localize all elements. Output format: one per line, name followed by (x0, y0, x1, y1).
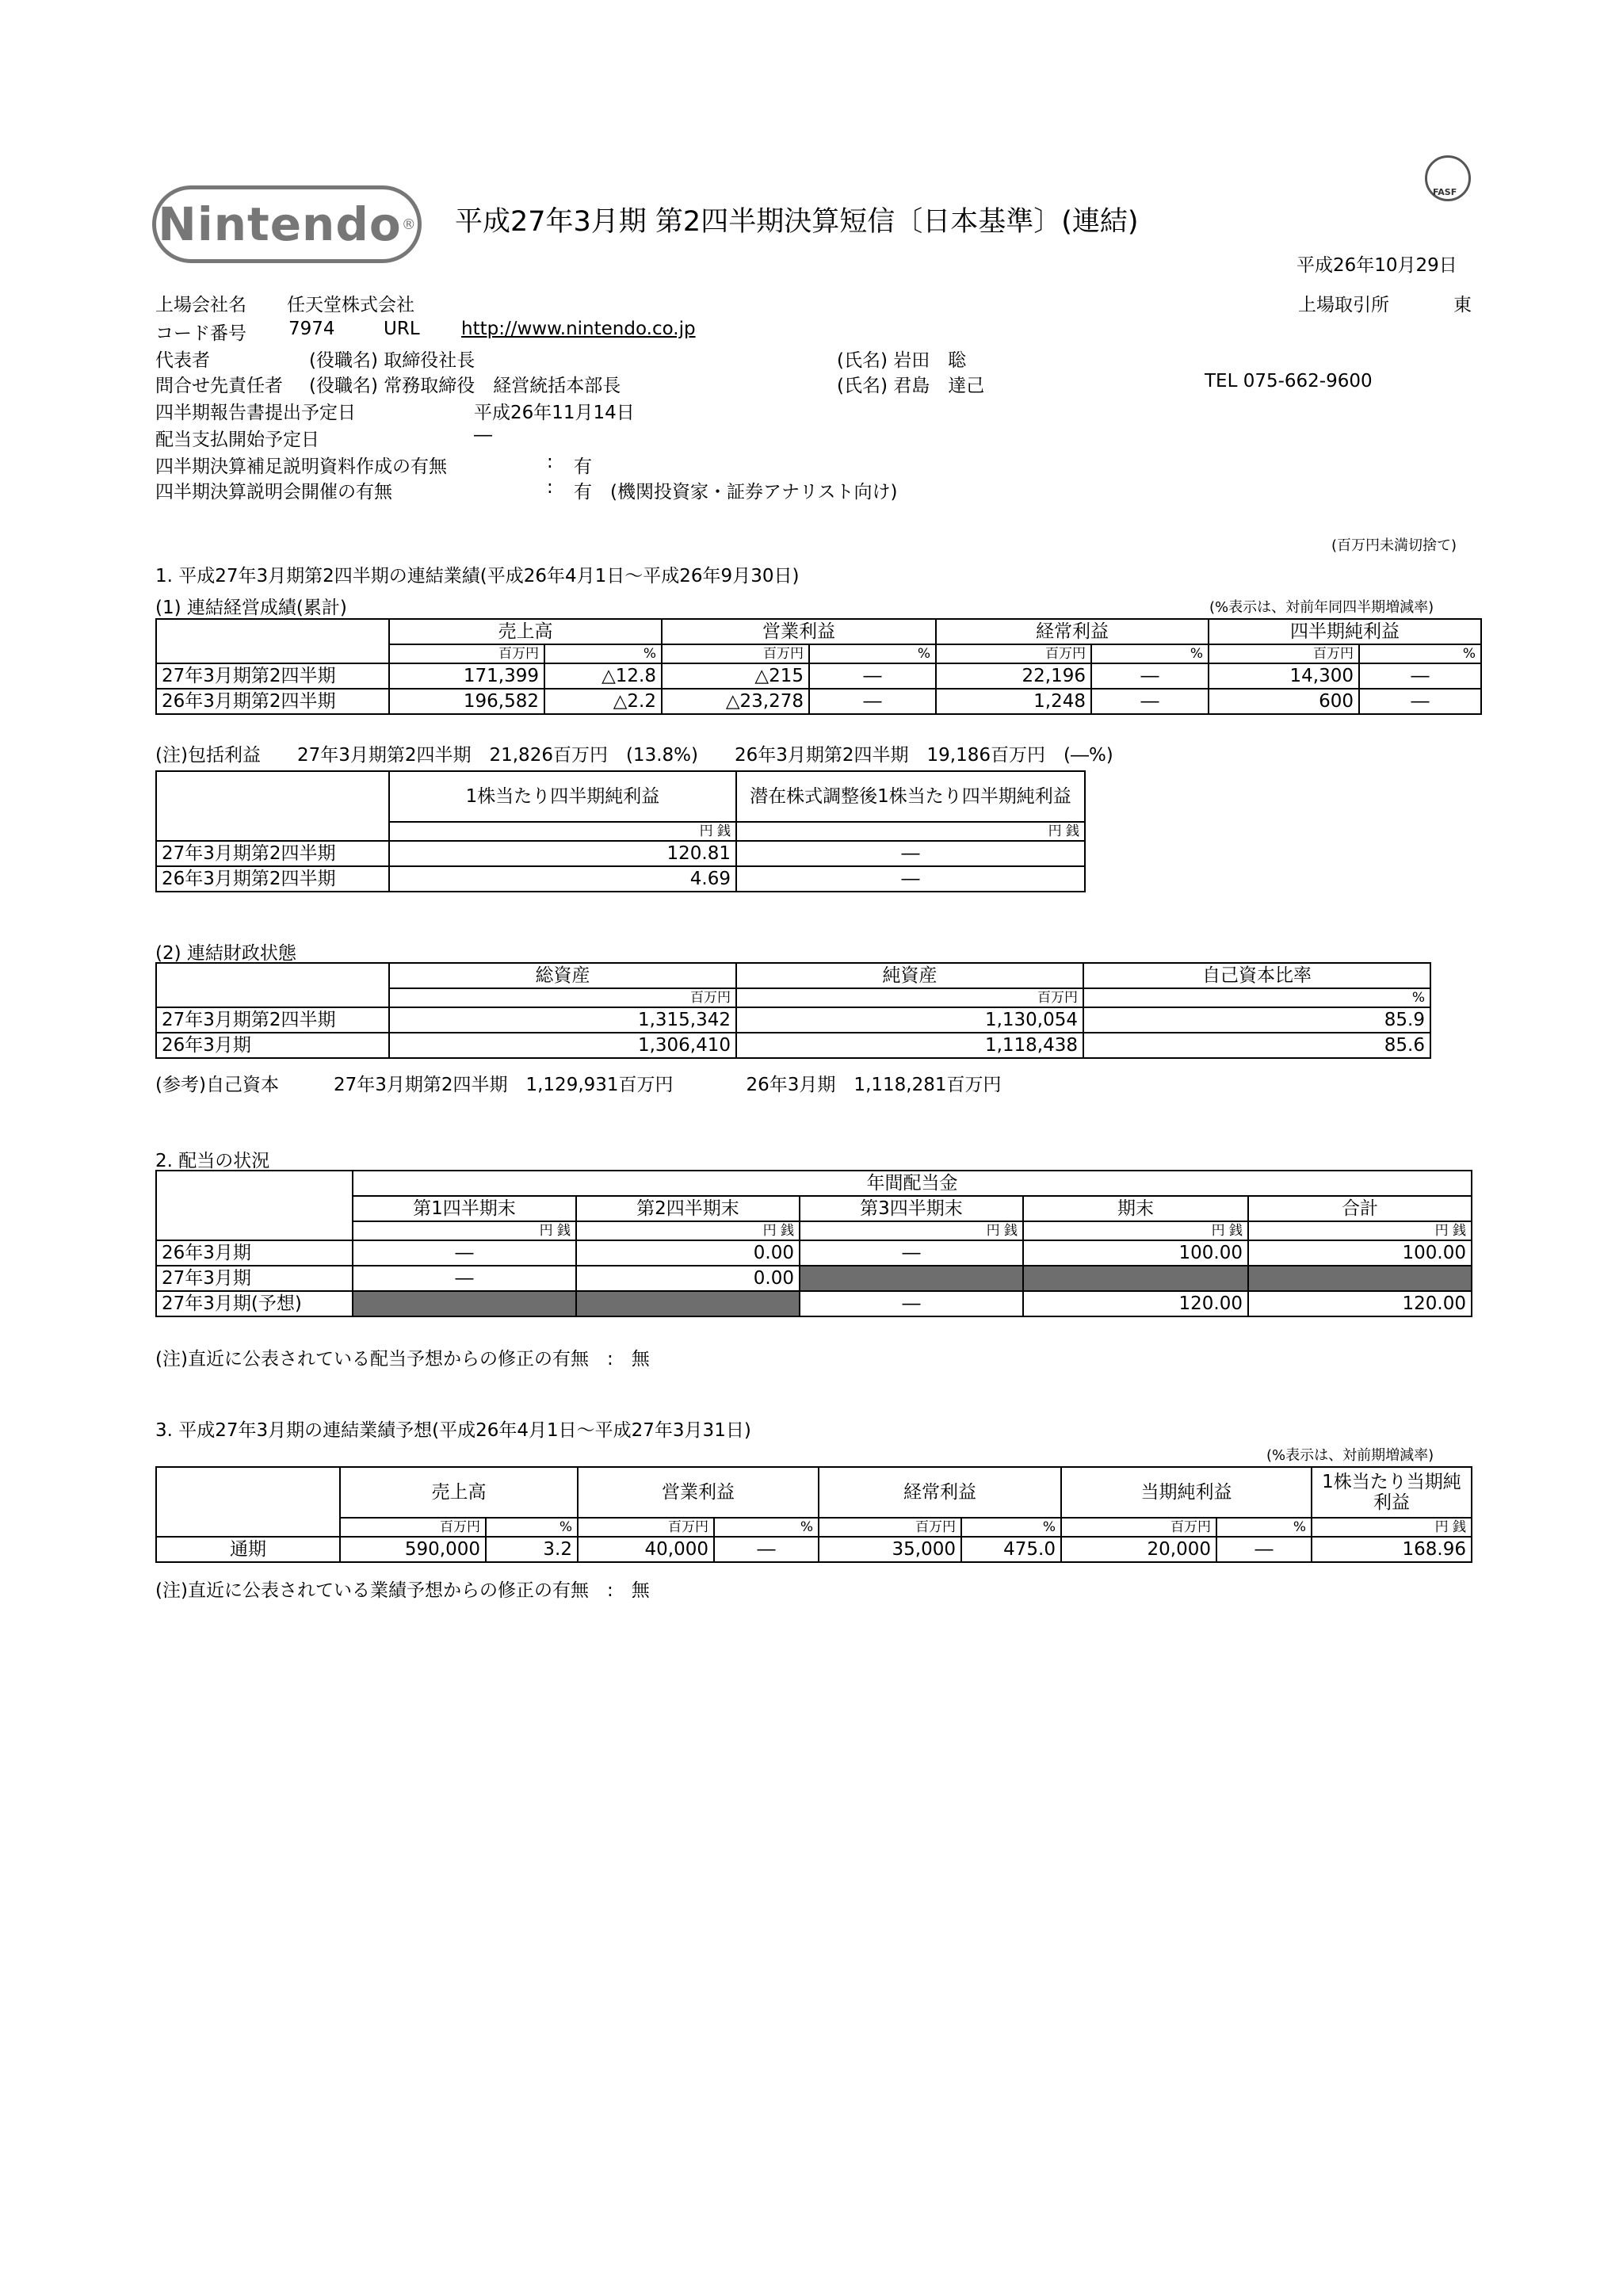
unit-yen: 円 銭 (1248, 1221, 1472, 1240)
table-header-row (156, 619, 1481, 644)
table-row (156, 1033, 1430, 1058)
eps-table (155, 770, 1086, 892)
representative-label: 代表者 (155, 350, 210, 371)
code-value: 7974 (288, 319, 335, 339)
cell-value: 40,000 (578, 1537, 714, 1562)
header-net-income: 四半期純利益 (1209, 619, 1481, 644)
unit-amount: 百万円 (1061, 1518, 1216, 1537)
header-operating-income: 営業利益 (578, 1467, 819, 1518)
equity-note: (参考)自己資本 27年3月期第2四半期 1,129,931百万円 26年3月期 1,118,281百万円 (155, 1075, 1002, 1095)
cell-value: ― (1091, 689, 1209, 714)
section3-title: 3. 平成27年3月期の連結業績予想(平成26年4月1日～平成27年3月31日) (155, 1420, 751, 1441)
cell-value: ― (809, 663, 936, 689)
dividends-table (155, 1170, 1472, 1317)
cell-value: 100.00 (1248, 1240, 1472, 1266)
unit-amount: 百万円 (389, 644, 544, 663)
cell-value: ― (1091, 663, 1209, 689)
header-net-assets: 純資産 (736, 963, 1083, 988)
unit-amount: 百万円 (578, 1518, 714, 1537)
company-name: 任天堂株式会社 (287, 295, 414, 315)
unit-pct: % (809, 644, 936, 663)
url-link[interactable]: http://www.nintendo.co.jp (461, 319, 696, 339)
cell-value: 1,315,342 (389, 1007, 736, 1033)
unit-pct: % (544, 644, 662, 663)
unit-yen: 円 銭 (736, 822, 1085, 841)
shaded-cell (1023, 1266, 1248, 1291)
cell-value: 120.00 (1023, 1291, 1248, 1316)
table-header-row (156, 963, 1430, 988)
header-eps: 1株当たり四半期純利益 (389, 771, 736, 822)
cell-value: △12.8 (544, 663, 662, 689)
header-operating-income: 営業利益 (662, 619, 936, 644)
row-label: 27年3月期(予想) (156, 1291, 353, 1316)
fasf-seal-text: FASF (1433, 187, 1457, 197)
cell-value: 120.81 (389, 841, 736, 866)
report-date: 平成26年11月14日 (474, 403, 635, 423)
unit-row (156, 1221, 1472, 1240)
table-row (156, 663, 1481, 689)
cell-value: 0.00 (576, 1266, 800, 1291)
cell-value: 22,196 (936, 663, 1091, 689)
section1-sub2: (2) 連結財政状態 (155, 943, 296, 964)
document-title: 平成27年3月期 第2四半期決算短信〔日本基準〕(連結) (455, 206, 1139, 238)
document-date: 平成26年10月29日 (1296, 255, 1457, 276)
shaded-cell (576, 1291, 800, 1316)
representative-role: (役職名) 取締役社長 (309, 350, 475, 371)
unit-yen: 円 銭 (353, 1221, 576, 1240)
unit-amount: 百万円 (736, 988, 1083, 1007)
contact-tel: TEL 075-662-9600 (1205, 371, 1373, 392)
company-name-label: 上場会社名 (155, 295, 246, 315)
cell-value: △23,278 (662, 689, 809, 714)
unit-yen: 円 銭 (389, 822, 736, 841)
cell-value: ― (800, 1240, 1023, 1266)
unit-pct: % (1359, 644, 1481, 663)
unit-yen: 円 銭 (800, 1221, 1023, 1240)
unit-amount: 百万円 (1209, 644, 1359, 663)
cell-value: 35,000 (819, 1537, 961, 1562)
cell-value: 1,130,054 (736, 1007, 1083, 1033)
forecast-table (155, 1466, 1472, 1563)
row-label: 26年3月期 (156, 1240, 353, 1266)
header-eps: 1株当たり当期純利益 (1312, 1467, 1472, 1518)
unit-pct: % (1216, 1518, 1312, 1537)
unit-pct: % (714, 1518, 819, 1537)
url-label: URL (384, 319, 420, 339)
cell-value: 475.0 (961, 1537, 1061, 1562)
cell-value: 85.6 (1083, 1033, 1430, 1058)
section1-sub1: (1) 連結経営成績(累計) (155, 598, 347, 618)
cell-value: 590,000 (340, 1537, 486, 1562)
dividend-date-label: 配当支払開始予定日 (155, 430, 319, 450)
cell-value: 20,000 (1061, 1537, 1216, 1562)
cell-value: 14,300 (1209, 663, 1359, 689)
row-label: 26年3月期第2四半期 (156, 689, 389, 714)
cell-value: ― (714, 1537, 819, 1562)
nintendo-logo: Nintendo ® (152, 185, 422, 263)
briefing-colon: : (547, 477, 553, 498)
row-label: 26年3月期第2四半期 (156, 866, 389, 892)
row-label: 27年3月期第2四半期 (156, 663, 389, 689)
unit-yen: 円 銭 (576, 1221, 800, 1240)
header-sales: 売上高 (340, 1467, 578, 1518)
unit-row (156, 644, 1481, 663)
table-header-row (156, 1196, 1472, 1221)
exchange-label: 上場取引所 (1298, 295, 1389, 315)
header-net-income: 当期純利益 (1061, 1467, 1312, 1518)
unit-amount: 百万円 (340, 1518, 486, 1537)
logo-text: Nintendo (158, 197, 402, 251)
forecast-revision-note: (注)直近に公表されている業績予想からの修正の有無 : 無 (155, 1580, 650, 1601)
table-header-row (156, 1467, 1472, 1518)
unit-row (156, 822, 1085, 841)
cell-value: ― (353, 1240, 576, 1266)
cell-value: 100.00 (1023, 1240, 1248, 1266)
unit-pct: % (1091, 644, 1209, 663)
unit-pct: % (961, 1518, 1061, 1537)
cell-value: ― (800, 1291, 1023, 1316)
comprehensive-income-note: (注)包括利益 27年3月期第2四半期 21,826百万円 (13.8%) 26年3月期第2四半期 19,186百万円 (―%) (155, 745, 1113, 766)
cell-value: 1,306,410 (389, 1033, 736, 1058)
header-q1: 第1四半期末 (353, 1196, 576, 1221)
header-equity-ratio: 自己資本比率 (1083, 963, 1430, 988)
row-label: 通期 (156, 1537, 340, 1562)
cell-value: ― (736, 866, 1085, 892)
row-label: 26年3月期 (156, 1033, 389, 1058)
contact-role: (役職名) 常務取締役 経営統括本部長 (309, 376, 621, 396)
table-row (156, 1291, 1472, 1316)
header-q2: 第2四半期末 (576, 1196, 800, 1221)
cell-value: 120.00 (1248, 1291, 1472, 1316)
contact-label: 問合せ先責任者 (155, 376, 283, 396)
section1-sub1-note: (%表示は、対前年同四半期増減率) (1209, 599, 1434, 616)
row-label: 27年3月期 (156, 1266, 353, 1291)
cell-value: 171,399 (389, 663, 544, 689)
cell-value: 3.2 (486, 1537, 578, 1562)
shaded-cell (800, 1266, 1023, 1291)
section2-title: 2. 配当の状況 (155, 1151, 270, 1171)
cell-value: 0.00 (576, 1240, 800, 1266)
unit-pct: % (1083, 988, 1430, 1007)
shaded-cell (353, 1291, 576, 1316)
cell-value: ― (736, 841, 1085, 866)
unit-row (156, 988, 1430, 1007)
header-sales: 売上高 (389, 619, 662, 644)
table-row (156, 841, 1085, 866)
operating-results-table (155, 618, 1482, 715)
cell-value: 1,248 (936, 689, 1091, 714)
header-ordinary-income: 経常利益 (936, 619, 1209, 644)
supplementary-label: 四半期決算補足説明資料作成の有無 (155, 457, 447, 477)
header-total: 合計 (1248, 1196, 1472, 1221)
table-row (156, 1007, 1430, 1033)
briefing-value: 有 (機関投資家・証券アナリスト向け) (574, 482, 898, 502)
header-q3: 第3四半期末 (800, 1196, 1023, 1221)
cell-value: ― (809, 689, 936, 714)
header-blank (156, 619, 389, 644)
dividend-revision-note: (注)直近に公表されている配当予想からの修正の有無 : 無 (155, 1349, 650, 1370)
header-annual-dividend: 年間配当金 (353, 1171, 1472, 1196)
contact-name: (氏名) 君島 達己 (837, 376, 985, 396)
code-label: コード番号 (155, 323, 246, 344)
section3-note-top: (%表示は、対前期増減率) (1266, 1447, 1434, 1464)
cell-value: 4.69 (389, 866, 736, 892)
row-label: 27年3月期第2四半期 (156, 841, 389, 866)
unit-amount: 百万円 (819, 1518, 961, 1537)
cell-value: △2.2 (544, 689, 662, 714)
unit-pct: % (486, 1518, 578, 1537)
header-diluted-eps: 潜在株式調整後1株当たり四半期純利益 (736, 771, 1085, 822)
table-row (156, 1240, 1472, 1266)
cell-value: 1,118,438 (736, 1033, 1083, 1058)
report-date-label: 四半期報告書提出予定日 (155, 403, 356, 423)
cell-value: 600 (1209, 689, 1359, 714)
row-label: 27年3月期第2四半期 (156, 1007, 389, 1033)
unit-amount: 百万円 (662, 644, 809, 663)
dividend-date: ― (474, 425, 492, 445)
table-row (156, 689, 1481, 714)
unit-amount: 百万円 (936, 644, 1091, 663)
cell-value: ― (353, 1266, 576, 1291)
unit-yen: 円 銭 (1023, 1221, 1248, 1240)
supplementary-colon: : (547, 452, 553, 472)
cell-value: ― (1359, 663, 1481, 689)
header-year-end: 期末 (1023, 1196, 1248, 1221)
table-group-header-row (156, 1171, 1472, 1196)
unit-yen: 円 銭 (1312, 1518, 1472, 1537)
exchange-value: 東 (1453, 295, 1472, 315)
briefing-label: 四半期決算説明会開催の有無 (155, 482, 392, 502)
cell-value: ― (1359, 689, 1481, 714)
representative-name: (氏名) 岩田 聡 (837, 350, 967, 371)
cell-value: 85.9 (1083, 1007, 1430, 1033)
supplementary-value: 有 (574, 457, 592, 477)
table-header-row (156, 771, 1085, 822)
header-ordinary-income: 経常利益 (819, 1467, 1061, 1518)
table-row (156, 1266, 1472, 1291)
shaded-cell (1248, 1266, 1472, 1291)
table-row (156, 1537, 1472, 1562)
cell-value: ― (1216, 1537, 1312, 1562)
cell-value: △215 (662, 663, 809, 689)
financial-position-table (155, 962, 1431, 1059)
unit-row (156, 1518, 1472, 1537)
header-total-assets: 総資産 (389, 963, 736, 988)
section1-title: 1. 平成27年3月期第2四半期の連結業績(平成26年4月1日～平成26年9月30日) (155, 566, 800, 586)
unit-amount: 百万円 (389, 988, 736, 1007)
cell-value: 168.96 (1312, 1537, 1472, 1562)
table-row (156, 866, 1085, 892)
rounding-note: (百万円未満切捨て) (1331, 537, 1457, 554)
cell-value: 196,582 (389, 689, 544, 714)
